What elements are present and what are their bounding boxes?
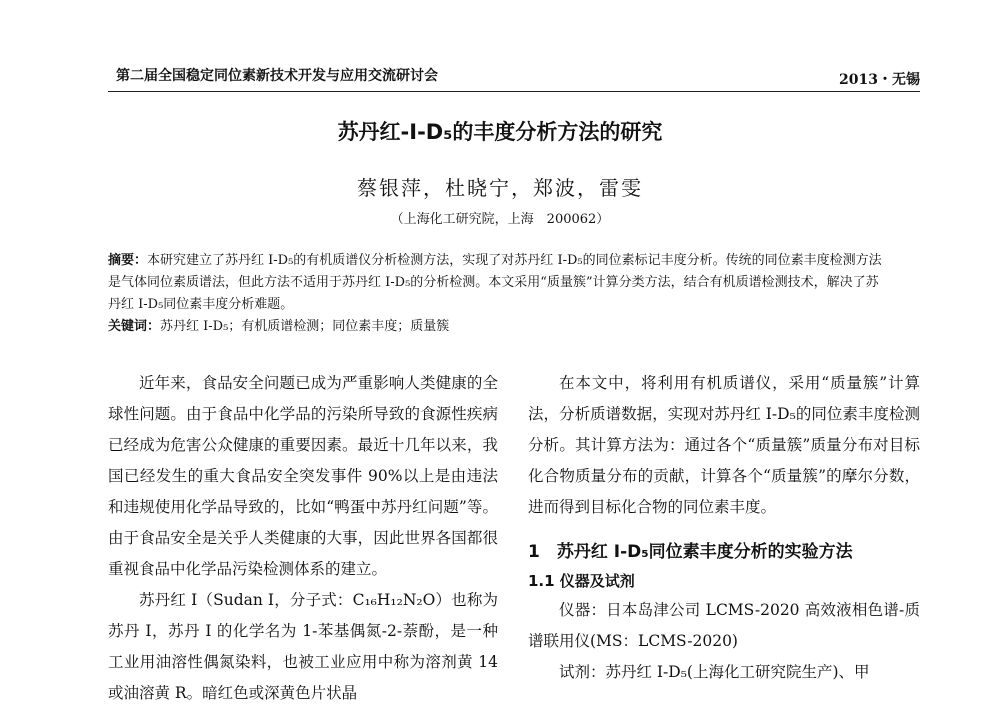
running-header bbox=[108, 63, 920, 89]
keywords-text: 苏丹红 I-D₅；有机质谱检测；同位素丰度；质量簇 bbox=[160, 319, 450, 334]
abstract-text: 本研究建立了苏丹红 I-D₅的有机质谱仪分析检测方法，实现了对苏丹红 I-D₅的同位素标记丰度分析。传统的同位素丰度检测方法是气体同位素质谱法，但此方法不适用于苏丹红 I-D₅的分析检测。本文采用“质量簇”计算分类方法，结合有机质谱检测技术，解决了苏丹红 I-D₅同位素丰度分析难题。 bbox=[108, 253, 882, 312]
keywords-label: 关键词： bbox=[108, 319, 161, 334]
left-column bbox=[108, 368, 498, 709]
body-paragraph: 近年来，食品安全问题已成为严重影响人类健康的全球性问题。由于食品中化学品的污染所导致的食源性疾病已经成为危害公众健康的重要因素。最近十几年以来，我国已经发生的重大食品安全突发事件 90%以上是由违法和违规使用化学品导致的，比如“鸭蛋中苏丹红问题”等。由于食品安全是关乎人类健康的大事，因此世界各国都很重视食品中化学品污染检测体系的建立。 bbox=[108, 374, 498, 578]
year-place: 2013・无锡 bbox=[839, 72, 920, 88]
body-paragraph: 仪器：日本岛津公司 LCMS-2020 高效液相色谱-质谱联用仪(MS：LCMS-2020) bbox=[528, 601, 920, 650]
abstract-block bbox=[108, 250, 888, 338]
subsection-heading: 1.1 仪器及试剂 bbox=[528, 572, 635, 590]
section-heading: 1 苏丹红 I-D₅同位素丰度分析的实验方法 bbox=[528, 542, 853, 562]
body-paragraph: 苏丹红 I（Sudan I，分子式：C₁₆H₁₂N₂O）也称为苏丹 I，苏丹 I 的化学名为 1-苯基偶氮-2-萘酚，是一种工业用油溶性偶氮染料，也被工业应用中称为溶剂黄 14 或油溶黄 R。暗红色或深黄色片状晶 bbox=[108, 591, 498, 702]
paper-title: 苏丹红-I-D₅的丰度分析方法的研究 bbox=[337, 120, 663, 144]
body-paragraph: 在本文中，将利用有机质谱仪，采用“质量簇”计算法，分析质谱数据，实现对苏丹红 I-D₅的同位素丰度检测分析。其计算方法为：通过各个“质量簇”质量分布对目标化合物质量分布的贡献，计算各个“质量簇”的摩尔分数，进而得到目标化合物的同位素丰度。 bbox=[528, 374, 920, 516]
paper-affiliation: （上海化工研究院，上海 200062） bbox=[390, 212, 610, 227]
abstract bbox=[108, 250, 888, 316]
body-paragraph: 试剂：苏丹红 I-D₅(上海化工研究院生产)、甲 bbox=[559, 663, 870, 681]
header-rule bbox=[108, 91, 920, 92]
conference-name: 第二届全国稳定同位素新技术开发与应用交流研讨会 bbox=[116, 68, 438, 84]
paper-authors: 蔡银萍，杜晓宁，郑波，雷雯 bbox=[357, 176, 643, 200]
right-column bbox=[528, 368, 920, 688]
abstract-label: 摘要： bbox=[108, 253, 148, 268]
keywords bbox=[108, 316, 888, 338]
